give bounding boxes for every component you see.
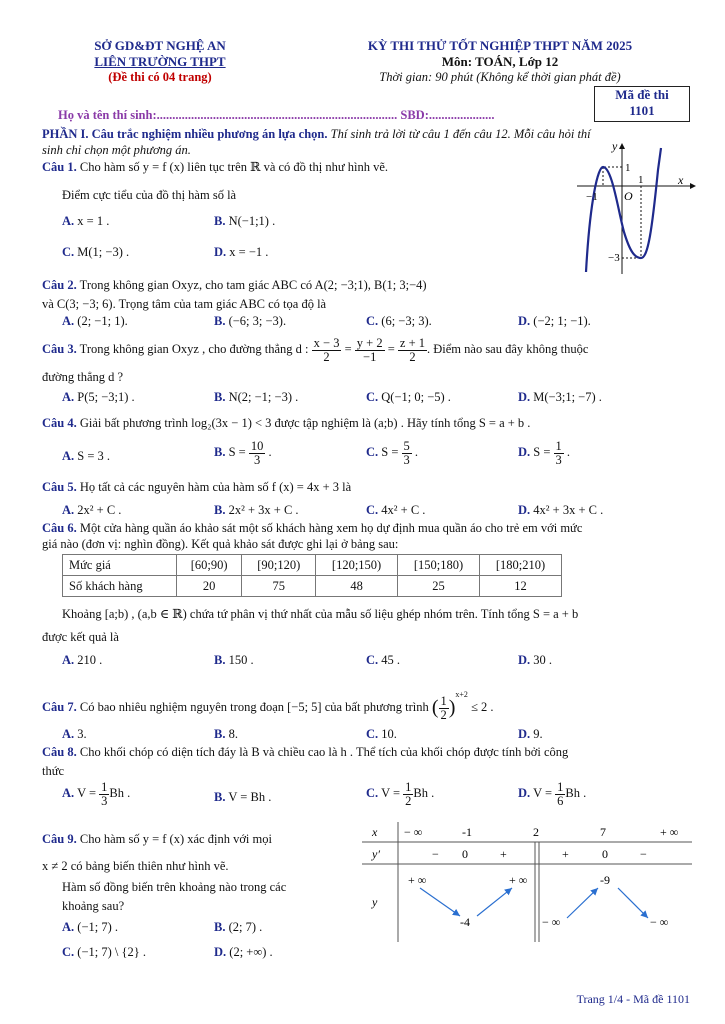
q1-c-text: M(1; −3) . xyxy=(77,245,130,259)
q4-b-pre: S = xyxy=(228,444,246,459)
q3-b-letter: B. xyxy=(214,390,226,404)
exam-title: KỲ THI THỬ TỐT NGHIỆP THPT NĂM 2025 xyxy=(367,38,633,53)
table-cell: [120;150) xyxy=(316,555,398,576)
q8-c-post: Bh . xyxy=(413,785,435,800)
q3-option-a[interactable] xyxy=(62,390,135,405)
table-cell: 25 xyxy=(398,576,480,597)
q4-option-b[interactable]: B. S = $\frac{10}{3}$ . xyxy=(214,439,272,467)
q2-c-text: (6; −3; 3). xyxy=(381,314,432,328)
q3-text-end: . Điểm nào sau đây không thuộc xyxy=(427,341,589,356)
q7-option-a[interactable] xyxy=(62,727,87,742)
q1-text: Cho hàm số y = f (x) liên tục trên ℝ và có đồ thị như hình vẽ. xyxy=(76,160,389,174)
vt-sign: − xyxy=(640,847,647,861)
q3-c-letter: C. xyxy=(366,390,379,404)
q3-f2-num: y + 2 xyxy=(356,336,383,350)
q3-b-text: N(2; −1; −3) . xyxy=(228,390,299,404)
q3-frac-z xyxy=(398,337,427,363)
q2-b-letter: B. xyxy=(214,314,226,328)
q8-d-pre: V = xyxy=(533,785,553,800)
q5-d-text: 4x² + 3x + C . xyxy=(533,503,604,517)
graph-xmin-label: −1 xyxy=(586,191,598,203)
vt-x-val: + ∞ xyxy=(660,825,679,839)
exam-code: 1101 xyxy=(629,103,655,118)
q8-text-2: thức xyxy=(42,764,65,778)
q3-a-text: P(5; −3;1) . xyxy=(77,390,135,404)
q7-option-d[interactable] xyxy=(518,727,543,742)
q4-label: Câu 4. xyxy=(42,416,77,430)
q9-option-a[interactable] xyxy=(62,920,118,935)
q1-b-text: N(−1;1) . xyxy=(228,214,276,228)
vt-x-val: 2 xyxy=(533,825,539,839)
q9-text-4: khoảng sau? xyxy=(62,899,125,913)
q2-option-a[interactable] xyxy=(62,314,128,329)
q1-function-graph xyxy=(572,140,697,275)
q9-text: Cho hàm số y = f (x) xác định với mọi xyxy=(76,832,272,846)
q3-f3-num: z + 1 xyxy=(399,336,425,350)
q6-d-letter: D. xyxy=(518,653,531,667)
q8-a-frac xyxy=(99,781,109,807)
q5-option-a[interactable] xyxy=(62,503,121,518)
school-name: LIÊN TRƯỜNG THPT xyxy=(94,54,226,69)
q8-d-num: 1 xyxy=(557,780,564,794)
graph-y-label: y xyxy=(612,140,618,153)
table-cell: 12 xyxy=(479,576,561,597)
q9-a-letter: A. xyxy=(62,920,75,934)
q9-b-letter: B. xyxy=(214,920,226,934)
q5-c-letter: C. xyxy=(366,503,379,517)
q8-option-a[interactable] xyxy=(62,781,130,807)
q2-label: Câu 2. xyxy=(42,278,77,292)
table-cell: Số khách hàng xyxy=(63,576,177,597)
q3-f1-num: x − 3 xyxy=(313,336,340,350)
q6-b-letter: B. xyxy=(214,653,226,667)
q8-b-letter: B. xyxy=(214,790,226,804)
q4-d-pre: S = xyxy=(533,444,551,459)
q3-stem: Câu 3. Trong không gian Oxyz , cho đường thẳng d : $\frac{x - 3}{2}$ = $\frac{y + 2}{-1}$ = $\frac{z + 1}{2}$ . Điểm nào sau đây không thuộc xyxy=(42,336,589,364)
q5-d-letter: D. xyxy=(518,503,531,517)
table-cell: [90;120) xyxy=(242,555,316,576)
vt-x-val: − ∞ xyxy=(404,825,423,839)
q6-text-4: được kết quả là xyxy=(42,630,119,644)
part1-instructions-2: sinh chỉ chọn một phương án. xyxy=(42,143,191,157)
page-footer: Trang 1/4 - Mã đề 1101 xyxy=(576,992,690,1006)
q9-c-text: (−1; 7) \ {2} . xyxy=(77,945,146,959)
q9-text-2: x ≠ 2 có bảng biến thiên như hình vẽ. xyxy=(42,859,229,873)
q6-table-row-price xyxy=(63,555,562,576)
q9-label: Câu 9. xyxy=(42,832,77,846)
q4-option-d[interactable]: D. S = $\frac{1}{3}$ . xyxy=(518,439,571,467)
vt-y-val: + ∞ xyxy=(509,873,528,887)
q4-a-letter: A. xyxy=(62,449,75,463)
q1-option-b[interactable] xyxy=(214,214,275,229)
q8-b-text: V = Bh . xyxy=(228,790,272,804)
q7-d-text: 9. xyxy=(533,727,543,741)
q3-option-b[interactable] xyxy=(214,390,298,405)
vt-y-val: − ∞ xyxy=(542,915,561,929)
q1-b-letter: B. xyxy=(214,214,226,228)
q8-stem xyxy=(42,743,702,781)
q2-a-letter: A. xyxy=(62,314,75,328)
q6-text-2: giá nào (đơn vị: nghìn đồng). Kết quả khảo sát được ghi lại ở bảng sau: xyxy=(42,537,399,551)
q3-f2-den: −1 xyxy=(363,349,377,364)
q6-option-d[interactable] xyxy=(518,653,552,668)
exam-subject: Môn: TOÁN, Lớp 12 xyxy=(441,54,559,69)
q4-c-num: 5 xyxy=(403,439,410,453)
q4-d-num: 1 xyxy=(555,439,562,453)
vt-sign: 0 xyxy=(462,847,468,861)
q7-exponent: x+2 xyxy=(455,690,468,699)
graph-y-arrow xyxy=(619,143,625,149)
q3-d-text: M(−3;1; −7) . xyxy=(533,390,602,404)
q7-text: Có bao nhiêu nghiệm nguyên trong đoạn [−5; 5] của bất phương trình xyxy=(76,700,429,714)
q5-option-c[interactable] xyxy=(366,503,425,518)
q4-a-text: S = 3 . xyxy=(77,449,111,463)
table-cell: 75 xyxy=(242,576,316,597)
q4-b-letter: B. xyxy=(214,444,226,459)
q8-d-den: 6 xyxy=(557,793,564,808)
exam-code-box xyxy=(594,86,690,122)
q9-stem xyxy=(42,826,362,880)
q4-b-den: 3 xyxy=(253,452,261,467)
q2-option-d[interactable] xyxy=(518,314,591,329)
q5-a-text: 2x² + C . xyxy=(77,503,122,517)
q8-option-c[interactable] xyxy=(366,781,434,807)
q9-a-text: (−1; 7) . xyxy=(77,920,119,934)
table-cell: Mức giá xyxy=(63,555,177,576)
graph-xmax-label: 1 xyxy=(638,174,644,186)
graph-x-arrow xyxy=(690,183,696,189)
q7-c-letter: C. xyxy=(366,727,379,741)
q8-option-b[interactable] xyxy=(214,790,271,805)
q9-question xyxy=(62,878,362,916)
vt-x-val: -1 xyxy=(462,825,472,839)
q3-c-text: Q(−1; 0; −5) . xyxy=(381,390,451,404)
q4-option-a[interactable] xyxy=(62,449,110,464)
q3-frac-x xyxy=(312,337,342,363)
q6-c-letter: C. xyxy=(366,653,379,667)
table-cell: [180;210) xyxy=(479,555,561,576)
q5-a-letter: A. xyxy=(62,503,75,517)
part1-title: PHẦN I. Câu trắc nghiệm nhiều phương án lựa chọn. xyxy=(42,127,328,141)
graph-curve xyxy=(586,148,661,272)
q2-stem xyxy=(42,276,602,314)
graph-origin-label: O xyxy=(624,189,633,203)
q2-d-text: (−2; 1; −1). xyxy=(533,314,591,328)
vt-x-val: 7 xyxy=(600,825,606,839)
dept-name: SỞ GD&ĐT NGHỆ AN xyxy=(94,38,226,53)
q6-stem xyxy=(42,520,702,552)
q2-a-text: (2; −1; 1). xyxy=(77,314,128,328)
q6-a-letter: A. xyxy=(62,653,75,667)
graph-x-label: x xyxy=(678,173,684,187)
vt-y-val: -9 xyxy=(600,873,610,887)
vt-arrow-up-2 xyxy=(567,888,598,918)
q3-option-c[interactable] xyxy=(366,390,451,405)
q6-text: Một cửa hàng quần áo khảo sát một số khách hàng xem họ dự định mua quần áo cho trẻ em với mức xyxy=(76,521,583,535)
q9-c-letter: C. xyxy=(62,945,75,959)
q6-option-b[interactable] xyxy=(214,653,254,668)
q8-c-num: 1 xyxy=(405,780,412,794)
q8-c-frac xyxy=(403,781,413,807)
q4-text: Giải bất phương trình log₂(3x − 1) < 3 được tập nghiệm là (a;b) . Hãy tính tổng S = a + b . xyxy=(76,416,531,430)
q7-tail: ≤ 2 . xyxy=(471,700,494,714)
q9-option-d[interactable] xyxy=(214,945,273,960)
q3-f1-den: 2 xyxy=(323,349,330,364)
q5-text: Họ tất cả các nguyên hàm của hàm số f (x) = 4x + 3 là xyxy=(76,480,352,494)
q7-base-frac xyxy=(439,695,449,721)
q4-b-num: 10 xyxy=(250,439,264,453)
q1-a-letter: A. xyxy=(62,214,75,228)
q4-option-c[interactable]: C. S = $\frac{5}{3}$ . xyxy=(366,439,419,467)
q7-base-den: 2 xyxy=(440,707,447,722)
q4-d-den: 3 xyxy=(555,452,562,467)
table-cell: [60;90) xyxy=(176,555,242,576)
q5-c-text: 4x² + C . xyxy=(381,503,426,517)
q8-a-pre: V = xyxy=(77,785,97,800)
q5-stem xyxy=(42,480,702,495)
q2-d-letter: D. xyxy=(518,314,531,328)
q7-c-text: 10. xyxy=(381,727,397,741)
table-cell: 48 xyxy=(316,576,398,597)
q7-option-c[interactable] xyxy=(366,727,397,742)
q5-b-text: 2x² + 3x + C . xyxy=(228,503,299,517)
part1-instructions: Thí sinh trả lời từ câu 1 đến câu 12. Mỗi câu hỏi thí xyxy=(327,127,591,141)
q8-d-post: Bh . xyxy=(565,785,587,800)
q7-d-letter: D. xyxy=(518,727,531,741)
vt-yp-label: y′ xyxy=(372,847,380,861)
vt-y-val: -4 xyxy=(460,915,470,929)
q4-d-frac xyxy=(554,440,564,466)
vt-y-label: y xyxy=(372,895,378,909)
table-cell: [150;180) xyxy=(398,555,480,576)
q3-d-letter: D. xyxy=(518,390,531,404)
vt-arrow-down-1 xyxy=(420,888,460,916)
q9-variation-table xyxy=(362,822,692,942)
q1-c-letter: C. xyxy=(62,245,75,259)
q8-d-frac xyxy=(555,781,565,807)
q7-a-letter: A. xyxy=(62,727,75,741)
q4-d-letter: D. xyxy=(518,444,531,459)
q9-d-letter: D. xyxy=(214,945,227,959)
q2-text-2: và C(3; −3; 6). Trọng tâm của tam giác ABC có tọa độ là xyxy=(42,297,327,311)
q8-a-post: Bh . xyxy=(109,785,131,800)
q4-c-den: 3 xyxy=(403,452,410,467)
q4-c-pre: S = xyxy=(381,444,399,459)
q8-a-den: 3 xyxy=(101,793,108,808)
q7-a-text: 3. xyxy=(77,727,87,741)
q3-text: Trong không gian Oxyz , cho đường thẳng d : xyxy=(76,341,309,356)
q3-text-2: đường thẳng d ? xyxy=(42,370,124,384)
q8-d-letter: D. xyxy=(518,785,531,800)
q1-d-letter: D. xyxy=(214,245,227,259)
vt-y-val: + ∞ xyxy=(408,873,427,887)
q7-label: Câu 7. xyxy=(42,700,77,714)
vt-arrow-down-2 xyxy=(618,888,648,918)
q9-b-text: (2; 7) . xyxy=(228,920,263,934)
q7-base-num: 1 xyxy=(440,694,447,709)
q7-stem: Câu 7. Có bao nhiêu nghiệm nguyên trong đoạn [−5; 5] của bất phương trình ( $\frac{1}{2}$ )$^{x+2}$ ≤ 2 . xyxy=(42,690,494,722)
exam-time: Thời gian: 90 phút (Không kể thời gian phát đề) xyxy=(379,70,621,84)
q8-a-letter: A. xyxy=(62,785,75,800)
q2-option-b[interactable] xyxy=(214,314,286,329)
q6-label: Câu 6. xyxy=(42,521,77,535)
q5-option-b[interactable] xyxy=(214,503,299,518)
q9-option-b[interactable] xyxy=(214,920,262,935)
graph-ymax-label: 1 xyxy=(625,162,631,174)
q1-a-text: x = 1 . xyxy=(77,214,110,228)
q3-label: Câu 3. xyxy=(42,341,77,356)
q8-c-letter: C. xyxy=(366,785,379,800)
vt-y-val: − ∞ xyxy=(650,915,669,929)
q3-a-letter: A. xyxy=(62,390,75,404)
q1-sub: Điểm cực tiểu của đồ thị hàm số là xyxy=(62,188,237,202)
q5-label: Câu 5. xyxy=(42,480,77,494)
vt-sign: − xyxy=(432,847,439,861)
q3-frac-y xyxy=(355,337,385,363)
q9-d-text: (2; +∞) . xyxy=(229,945,273,959)
q5-b-letter: B. xyxy=(214,503,226,517)
q7-b-letter: B. xyxy=(214,727,226,741)
q4-b-frac xyxy=(249,440,266,466)
q1-d-text: x = −1 . xyxy=(229,245,269,259)
q4-c-letter: C. xyxy=(366,444,379,459)
vt-sign: 0 xyxy=(602,847,608,861)
q4-c-frac xyxy=(402,440,412,466)
q1-label: Câu 1. xyxy=(42,160,77,174)
vt-x-label: x xyxy=(372,825,378,839)
q1-stem xyxy=(42,159,582,175)
q2-c-letter: C. xyxy=(366,314,379,328)
q1-option-c[interactable] xyxy=(62,245,129,260)
q9-text-3: Hàm số đồng biến trên khoảng nào trong các xyxy=(62,880,287,894)
q6-c-text: 45 . xyxy=(381,653,401,667)
q4-stem xyxy=(42,416,702,431)
q2-b-text: (−6; 3; −3). xyxy=(228,314,287,328)
q5-option-d[interactable] xyxy=(518,503,603,518)
vt-arrow-up-1 xyxy=(477,888,512,916)
q7-option-b[interactable] xyxy=(214,727,238,742)
q8-c-den: 2 xyxy=(405,793,412,808)
student-info-line: Họ và tên thí sinh:............................................................................. SBD:..................... xyxy=(58,108,495,122)
q9-option-c[interactable] xyxy=(62,945,146,960)
q6-option-c[interactable] xyxy=(366,653,400,668)
q8-c-pre: V = xyxy=(381,785,401,800)
q3-f3-den: 2 xyxy=(409,349,416,364)
q2-option-c[interactable] xyxy=(366,314,432,329)
q6-d-text: 30 . xyxy=(533,653,553,667)
exam-code-label: Mã đề thi xyxy=(615,87,669,102)
q1-option-a[interactable] xyxy=(62,214,109,229)
q8-option-d[interactable] xyxy=(518,781,586,807)
q6-a-text: 210 . xyxy=(77,653,103,667)
table-cell: 20 xyxy=(176,576,242,597)
q8-label: Câu 8. xyxy=(42,745,77,759)
vt-sign: + xyxy=(562,847,569,861)
graph-ymin-label: −3 xyxy=(608,252,620,264)
q8-a-num: 1 xyxy=(101,780,108,794)
q7-b-text: 8. xyxy=(228,727,238,741)
q6-b-text: 150 . xyxy=(228,653,254,667)
q6-option-a[interactable] xyxy=(62,653,102,668)
vt-sign: + xyxy=(500,847,507,861)
q6-text-3: Khoảng [a;b) , (a,b ∈ ℝ) chứa tứ phân vị thứ nhất của mẫu số liệu ghép nhóm trên. Tính tổng S = a + b xyxy=(62,607,579,621)
q1-option-d[interactable] xyxy=(214,245,268,260)
q8-text: Cho khối chóp có diện tích đáy là B và chiều cao là h . Thể tích của khối chóp được tính bởi công xyxy=(76,745,569,759)
q6-table-row-count xyxy=(63,576,562,597)
q2-text: Trong không gian Oxyz, cho tam giác ABC có A(2; −3;1), B(1; 3;−4) xyxy=(76,278,427,292)
q3-option-d[interactable] xyxy=(518,390,602,405)
page-count: (Đề thi có 04 trang) xyxy=(108,70,212,84)
q6-frequency-table xyxy=(62,554,562,597)
